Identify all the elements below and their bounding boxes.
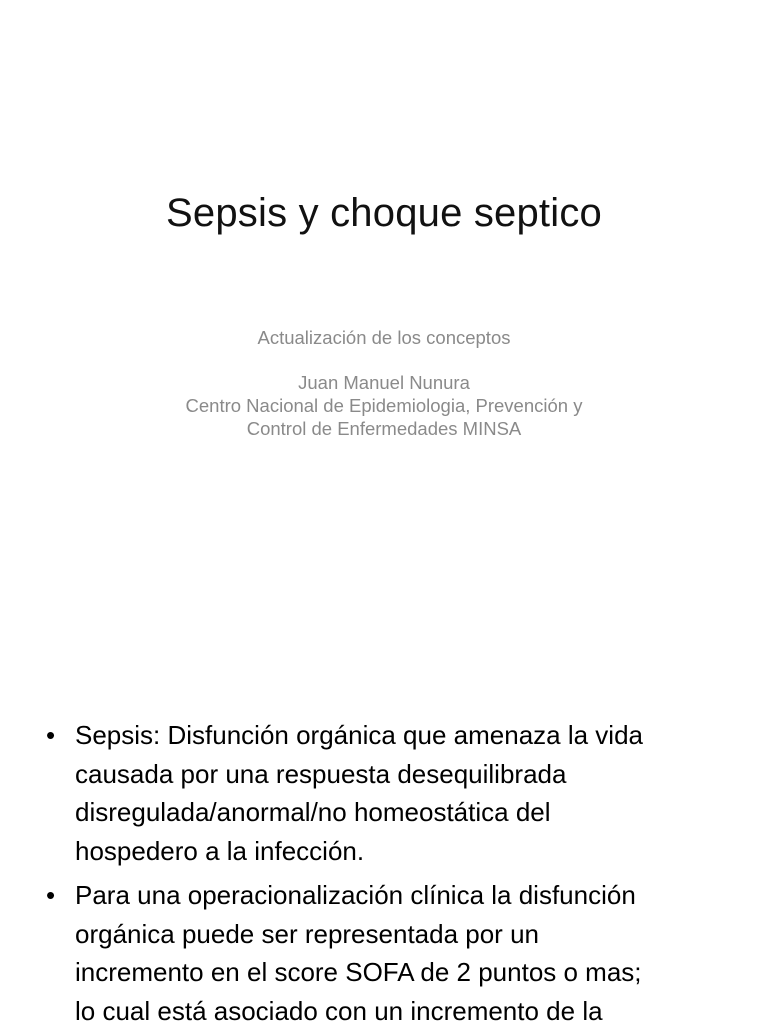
bullet-line: disregulada/anormal/no homeostática del <box>75 797 551 827</box>
bullet-line: hospedero a la infección. <box>75 835 365 866</box>
bullet-item-sepsis-definition <box>40 716 740 870</box>
bullet-list <box>40 716 740 1024</box>
organization-line-1: Centro Nacional de Epidemiologia, Prevención y <box>185 395 583 416</box>
organization-line-2: Control de Enfermedades MINSA <box>246 418 522 439</box>
bullet-line: incremento en el score SOFA de 2 puntos o mas; <box>75 957 642 987</box>
bullet-line: Para una operacionalización clínica la disfunción <box>75 880 636 910</box>
bullet-line: lo cual está asociado con un incremento de la <box>75 995 603 1024</box>
subtitle-text: Actualización de los conceptos <box>257 327 511 348</box>
bullet-item-sofa-score <box>40 876 740 1024</box>
bullet-line: causada por una respuesta desequilibrada <box>75 758 567 789</box>
slide-title: Sepsis y choque septico <box>166 191 602 235</box>
bullet-marker: • <box>46 880 56 910</box>
bullet-line: orgánica puede ser representada por un <box>75 918 539 949</box>
bullet-line: Sepsis: Disfunción orgánica que amenaza la vida <box>75 720 644 750</box>
author-name: Juan Manuel Nunura <box>298 372 470 393</box>
bullet-marker: • <box>46 720 56 750</box>
subtitle-block <box>0 326 768 440</box>
content-slide <box>0 576 768 1024</box>
